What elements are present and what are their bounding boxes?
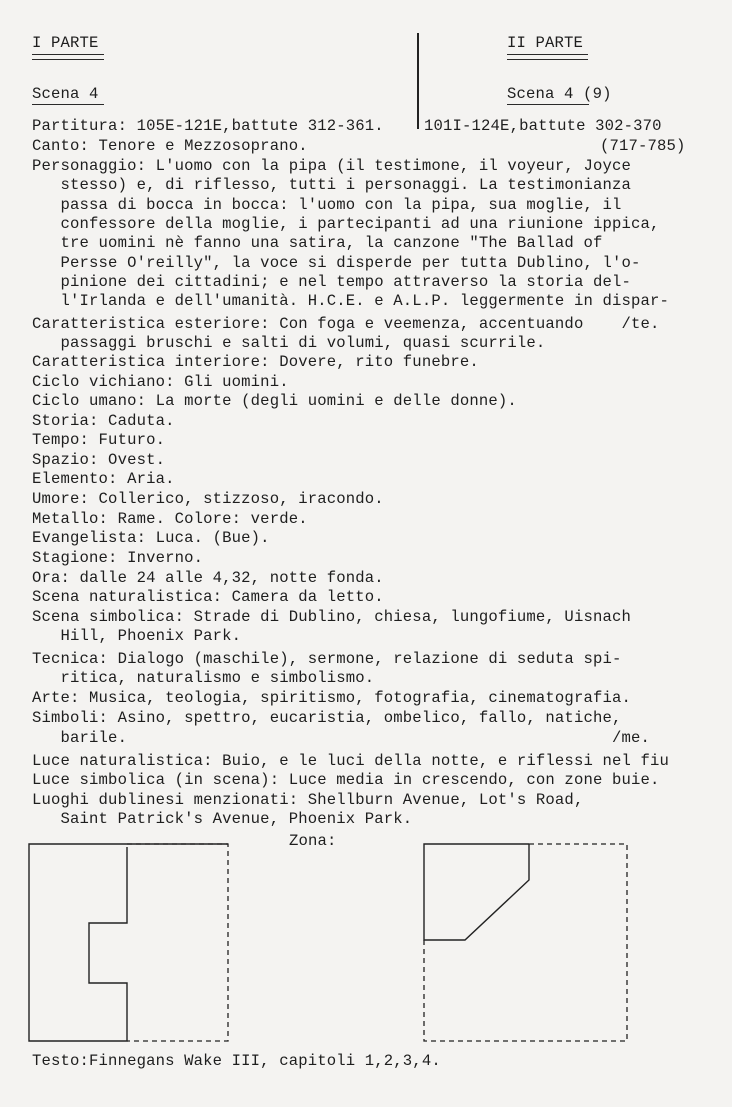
text-line: Scena simbolica: Strade di Dublino, chiesa, lungofiume, Uisnach <box>32 608 631 626</box>
text-line: tre uomini nè fanno una satira, la canzone "The Ballad of <box>32 234 603 252</box>
text-line: Caratteristica interiore: Dovere, rito funebre. <box>32 353 479 371</box>
text-line: Elemento: Aria. <box>32 470 175 488</box>
text-line: Saint Patrick's Avenue, Phoenix Park. <box>32 810 413 828</box>
text-line: Luce naturalistica: Buio, e le luci della notte, e riflessi nel fiu <box>32 752 670 770</box>
partitura-right: 101I-124E,battute 302-370 <box>424 117 662 135</box>
canto-line: Canto: Tenore e Mezzosoprano. <box>32 137 308 155</box>
zona-label: Zona: <box>289 832 337 850</box>
text-line: pinione dei cittadini; e nel tempo attraverso la storia del- <box>32 273 631 291</box>
text-line: Metallo: Rame. Colore: verde. <box>32 510 308 528</box>
text-line: Ciclo umano: La morte (degli uomini e delle donne). <box>32 392 517 410</box>
text-line: Tecnica: Dialogo (maschile), sermone, relazione di seduta spi- <box>32 650 622 668</box>
text-line: Ciclo vichiano: Gli uomini. <box>32 373 289 391</box>
text-line: Personaggio: L'uomo con la pipa (il testimone, il voyeur, Joyce <box>32 157 631 175</box>
text-line: Tempo: Futuro. <box>32 431 166 449</box>
testo-line: Testo:Finnegans Wake III, capitoli 1,2,3,4. <box>32 1052 441 1070</box>
text-line: Evangelista: Luca. (Bue). <box>32 529 270 547</box>
text-line: barile. /me. <box>32 729 651 747</box>
part-one-heading: I PARTE <box>32 34 99 52</box>
text-line: Persse O'reilly", la voce si disperde per tutta Dublino, l'o- <box>32 254 641 272</box>
text-line: Simboli: Asino, spettro, eucaristia, ombelico, fallo, natiche, <box>32 709 622 727</box>
text-line: ritica, naturalismo e simbolismo. <box>32 669 375 687</box>
part-two-heading: II PARTE <box>507 34 584 52</box>
zona-right-solid-outline <box>424 844 529 940</box>
text-line: Storia: Caduta. <box>32 412 175 430</box>
text-line: Spazio: Ovest. <box>32 451 166 469</box>
text-line: passaggi bruschi e salti di volumi, quasi scurrile. <box>32 334 546 352</box>
text-line: confessore della moglie, i partecipanti ad una riunione ippica, <box>32 215 660 233</box>
text-line: Hill, Phoenix Park. <box>32 627 242 645</box>
zona-right-dashed-outline <box>424 844 627 1041</box>
text-line: Umore: Collerico, stizzoso, iracondo. <box>32 490 384 508</box>
text-line: l'Irlanda e dell'umanità. H.C.E. e A.L.P. leggermente in dispar- <box>32 292 670 310</box>
text-line: stesso) e, di riflesso, tutti i personaggi. La testimonianza <box>32 176 631 194</box>
text-line: Caratteristica esteriore: Con foga e veemenza, accentuando /te. <box>32 315 660 333</box>
text-line: passa di bocca in bocca: l'uomo con la pipa, sua moglie, il <box>32 196 622 214</box>
partitura-left: Partitura: 105E-121E,battute 312-361. <box>32 117 384 135</box>
text-line: Ora: dalle 24 alle 4,32, notte fonda. <box>32 569 384 587</box>
text-line: Luoghi dublinesi menzionati: Shellburn Avenue, Lot's Road, <box>32 791 584 809</box>
left-scene-heading: Scena 4 <box>32 85 99 103</box>
canto-range: (717-785) <box>600 137 686 155</box>
text-line: Luce simbolica (in scena): Luce media in crescendo, con zone buie. <box>32 771 660 789</box>
text-line: Arte: Musica, teologia, spiritismo, fotografia, cinematografia. <box>32 689 631 707</box>
text-line: Scena naturalistica: Camera da letto. <box>32 588 384 606</box>
text-line: Stagione: Inverno. <box>32 549 204 567</box>
right-scene-heading: Scena 4 (9) <box>507 85 612 103</box>
